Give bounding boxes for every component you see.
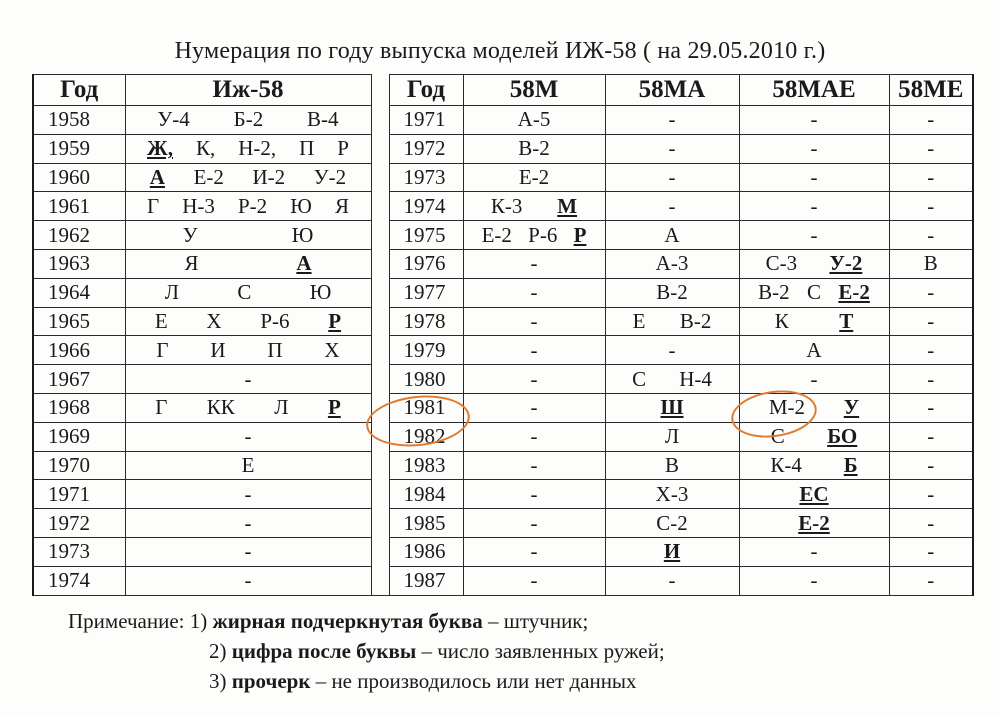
year-left-cell: 1974 [33,566,125,595]
cell-entry: У [843,395,860,420]
header-year-left: Год [33,75,125,106]
me58-cell [889,336,973,365]
mae58-cell [739,221,889,250]
cell-entry: И [210,337,226,362]
cell-entry: - [530,337,538,362]
year-left-cell: 1961 [33,192,125,221]
cell-entry: - [530,395,538,420]
m58-cell [463,134,605,163]
year-right-cell: 1983 [389,451,463,480]
iz58-cell [125,537,371,566]
mae58-cell [739,307,889,336]
cell-entry: - [810,164,818,189]
cell-entry: - [927,193,935,218]
cell-entry: - [244,366,252,391]
table-row [33,509,973,538]
cell-entry: Н-4 [679,366,712,391]
mae58-cell [739,106,889,135]
iz58-cell [125,278,371,307]
year-right-cell: 1979 [389,336,463,365]
m58-cell [463,365,605,394]
column-gap [371,134,389,163]
cell-entry: С [806,280,821,305]
note-line-2: 2) цифра после буквы – число заявленных ружей; [209,639,665,663]
m58-cell [463,451,605,480]
notes [68,606,665,696]
table-row [33,192,973,221]
cell-entry: - [927,136,935,161]
year-left-cell: 1969 [33,422,125,451]
iz58-cell [125,566,371,595]
cell-entry: - [810,366,818,391]
cell-entry: К [774,308,789,333]
cell-entry: - [927,395,935,420]
year-left-cell: 1968 [33,393,125,422]
table-row [33,480,973,509]
iz58-cell [125,451,371,480]
cell-entry: Е [632,308,646,333]
cell-entry: - [244,539,252,564]
cell-entry: - [927,539,935,564]
iz58-cell [125,509,371,538]
m58-cell [463,393,605,422]
column-gap [371,75,389,106]
year-right-cell: 1980 [389,365,463,394]
me58-cell [889,365,973,394]
m58-cell [463,192,605,221]
ma58-cell [605,278,739,307]
column-gap [371,249,389,278]
cell-entry: А [806,337,822,362]
cell-entry: - [810,136,818,161]
cell-entry: - [927,452,935,477]
header-58ma: 58МА [605,75,739,106]
ma58-cell [605,221,739,250]
table-row [33,451,973,480]
cell-entry: В [664,452,679,477]
cell-entry: Л [164,280,179,305]
cell-entry: - [927,510,935,535]
iz58-cell [125,134,371,163]
year-right-cell: 1975 [389,221,463,250]
cell-entry: М [557,193,578,218]
me58-cell [889,422,973,451]
cell-entry: У-4 [157,107,190,132]
year-right-cell: 1986 [389,537,463,566]
iz58-cell [125,221,371,250]
ma58-cell [605,422,739,451]
cell-entry: Ж, [146,136,173,161]
ma58-cell [605,537,739,566]
header-year-right: Год [389,75,463,106]
cell-entry: Р [573,222,587,247]
ma58-cell [605,480,739,509]
ma58-cell [605,451,739,480]
cell-entry: У-2 [313,164,347,189]
mae58-cell [739,480,889,509]
column-gap [371,307,389,336]
column-gap [371,163,389,192]
numbering-table [32,74,974,596]
cell-entry: ЕС [799,481,829,506]
cell-entry: - [668,136,676,161]
cell-entry: Н-3 [182,193,215,218]
year-left-cell: 1962 [33,221,125,250]
table-row [33,393,973,422]
year-right-cell: 1981 [389,393,463,422]
column-gap [371,192,389,221]
cell-entry: С [770,424,785,449]
table-row [33,249,973,278]
table-row [33,537,973,566]
cell-entry: БО [827,424,858,449]
cell-entry: Е-2 [518,164,550,189]
mae58-cell [739,537,889,566]
column-gap [371,509,389,538]
table-row [33,336,973,365]
cell-entry: - [810,107,818,132]
table-row [33,106,973,135]
ma58-cell [605,106,739,135]
mae58-cell [739,163,889,192]
year-right-cell: 1982 [389,422,463,451]
cell-entry: - [927,366,935,391]
cell-entry: К, [195,136,216,161]
year-left-cell: 1970 [33,451,125,480]
year-left-cell: 1967 [33,365,125,394]
cell-entry: П [267,337,283,362]
cell-entry: - [530,481,538,506]
me58-cell [889,163,973,192]
me58-cell [889,106,973,135]
header-58me: 58МЕ [889,75,973,106]
cell-entry: - [530,424,538,449]
me58-cell [889,249,973,278]
cell-entry: А [664,222,680,247]
cell-entry: - [927,222,935,247]
m58-cell [463,422,605,451]
iz58-cell [125,365,371,394]
m58-cell [463,307,605,336]
header-iz58: Иж-58 [125,75,371,106]
year-left-cell: 1972 [33,509,125,538]
cell-entry: С [632,366,647,391]
cell-entry: Ю [290,193,312,218]
me58-cell [889,509,973,538]
table-row [33,221,973,250]
mae58-cell [739,509,889,538]
year-right-cell: 1973 [389,163,463,192]
ma58-cell [605,192,739,221]
cell-entry: - [668,193,676,218]
cell-entry: Б-2 [233,107,264,132]
iz58-cell [125,480,371,509]
cell-entry: - [668,164,676,189]
cell-entry: П [299,136,315,161]
cell-entry: - [927,107,935,132]
column-gap [371,365,389,394]
cell-entry: Я [184,251,199,276]
cell-entry: Б [843,452,858,477]
mae58-cell [739,365,889,394]
table-row [33,278,973,307]
year-left-cell: 1965 [33,307,125,336]
cell-entry: Е-2 [481,222,512,247]
cell-entry: С-2 [656,510,688,535]
header-row [33,75,973,106]
m58-cell [463,278,605,307]
cell-entry: В-2 [518,136,550,161]
cell-entry: Е [241,452,255,477]
cell-entry: Х-3 [655,481,689,506]
ma58-cell [605,249,739,278]
year-left-cell: 1958 [33,106,125,135]
year-left-cell: 1971 [33,480,125,509]
ma58-cell [605,393,739,422]
me58-cell [889,566,973,595]
mae58-cell [739,249,889,278]
year-right-cell: 1977 [389,278,463,307]
me58-cell [889,307,973,336]
cell-entry: Ю [309,280,332,305]
year-right-cell: 1972 [389,134,463,163]
year-left-cell: 1966 [33,336,125,365]
cell-entry: В-2 [656,280,688,305]
iz58-cell [125,163,371,192]
ma58-cell [605,163,739,192]
cell-entry: Р-6 [528,222,558,247]
iz58-cell [125,393,371,422]
mae58-cell [739,336,889,365]
year-right-cell: 1974 [389,192,463,221]
iz58-cell [125,192,371,221]
header-58mae: 58МАЕ [739,75,889,106]
table-row [33,307,973,336]
iz58-cell [125,249,371,278]
column-gap [371,106,389,135]
cell-entry: - [810,568,818,593]
m58-cell [463,537,605,566]
cell-entry: - [927,568,935,593]
year-right-cell: 1985 [389,509,463,538]
cell-entry: А [149,164,165,189]
cell-entry: Е [154,308,168,333]
column-gap [371,537,389,566]
cell-entry: - [668,568,676,593]
year-left-cell: 1960 [33,163,125,192]
year-right-cell: 1984 [389,480,463,509]
cell-entry: А-5 [517,107,551,132]
note-line-1: Примечание: 1) жирная подчеркнутая буква – штучник; [68,609,589,633]
cell-entry: - [244,424,252,449]
cell-entry: - [927,308,935,333]
me58-cell [889,134,973,163]
cell-entry: Р-2 [238,193,268,218]
cell-entry: - [927,164,935,189]
year-right-cell: 1978 [389,307,463,336]
cell-entry: - [530,539,538,564]
cell-entry: Ю [291,222,314,247]
ma58-cell [605,365,739,394]
m58-cell [463,221,605,250]
me58-cell [889,393,973,422]
column-gap [371,451,389,480]
me58-cell [889,221,973,250]
cell-entry: - [530,251,538,276]
cell-entry: В-2 [758,280,790,305]
year-right-cell: 1976 [389,249,463,278]
cell-entry: Я [334,193,349,218]
m58-cell [463,566,605,595]
column-gap [371,278,389,307]
table-row [33,566,973,595]
cell-entry: А [296,251,312,276]
cell-entry: Е-2 [838,280,870,305]
cell-entry: Л [274,395,289,420]
column-gap [371,480,389,509]
cell-entry: Н-2, [238,136,277,161]
m58-cell [463,163,605,192]
cell-entry: Т [839,308,854,333]
mae58-cell [739,278,889,307]
cell-entry: - [530,308,538,333]
note-line-3: 3) прочерк – не производилось или нет данных [209,669,637,693]
cell-entry: М-2 [768,395,806,420]
cell-entry: В [923,251,938,276]
cell-entry: - [927,481,935,506]
cell-entry: - [810,193,818,218]
mae58-cell [739,451,889,480]
cell-entry: Е-2 [798,510,830,535]
cell-entry: Х [206,308,222,333]
cell-entry: - [244,568,252,593]
cell-entry: С-3 [765,251,798,276]
ma58-cell [605,509,739,538]
cell-entry: - [244,481,252,506]
cell-entry: С [237,280,252,305]
cell-entry: А-3 [655,251,689,276]
mae58-cell [739,566,889,595]
cell-entry: Р [337,136,349,161]
ma58-cell [605,134,739,163]
iz58-cell [125,422,371,451]
cell-entry: - [668,107,676,132]
cell-entry: И-2 [252,164,286,189]
me58-cell [889,537,973,566]
year-left-cell: 1963 [33,249,125,278]
me58-cell [889,480,973,509]
cell-entry: - [530,280,538,305]
table-row [33,134,973,163]
header-58m: 58М [463,75,605,106]
cell-entry: - [530,366,538,391]
cell-entry: Г [156,337,169,362]
column-gap [371,221,389,250]
cell-entry: - [810,539,818,564]
cell-entry: - [244,510,252,535]
cell-entry: Х [324,337,340,362]
cell-entry: К-3 [490,193,523,218]
me58-cell [889,278,973,307]
page-title: Нумерация по году выпуска моделей ИЖ-58 ( на 29.05.2010 г.) [174,38,826,64]
cell-entry: Г [147,193,160,218]
cell-entry: - [530,452,538,477]
cell-entry: КК [206,395,235,420]
cell-entry: И [663,539,681,564]
year-left-cell: 1959 [33,134,125,163]
cell-entry: - [810,222,818,247]
cell-entry: Р [328,308,342,333]
cell-entry: У-2 [829,251,863,276]
iz58-cell [125,106,371,135]
cell-entry: Р-6 [260,308,290,333]
cell-entry: В-4 [307,107,339,132]
cell-entry: Ш [660,395,684,420]
cell-entry: К-4 [770,452,802,477]
mae58-cell [739,192,889,221]
cell-entry: В-2 [679,308,712,333]
year-left-cell: 1964 [33,278,125,307]
ma58-cell [605,566,739,595]
table-body [33,106,973,596]
cell-entry: - [530,510,538,535]
table-row [33,163,973,192]
m58-cell [463,509,605,538]
cell-entry: - [927,280,935,305]
cell-entry: - [668,337,676,362]
iz58-cell [125,307,371,336]
mae58-cell [739,134,889,163]
table-row [33,422,973,451]
cell-entry: - [530,568,538,593]
m58-cell [463,336,605,365]
table-row [33,365,973,394]
me58-cell [889,192,973,221]
m58-cell [463,249,605,278]
cell-entry: Л [664,424,680,449]
ma58-cell [605,307,739,336]
m58-cell [463,106,605,135]
cell-entry: Г [155,395,168,420]
cell-entry: - [927,424,935,449]
iz58-cell [125,336,371,365]
column-gap [371,336,389,365]
year-right-cell: 1987 [389,566,463,595]
cell-entry: У [182,222,198,247]
cell-entry: Р [327,395,341,420]
cell-entry: Е-2 [193,164,224,189]
column-gap [371,566,389,595]
ma58-cell [605,336,739,365]
cell-entry: - [927,337,935,362]
year-left-cell: 1973 [33,537,125,566]
m58-cell [463,480,605,509]
me58-cell [889,451,973,480]
year-right-cell: 1971 [389,106,463,135]
